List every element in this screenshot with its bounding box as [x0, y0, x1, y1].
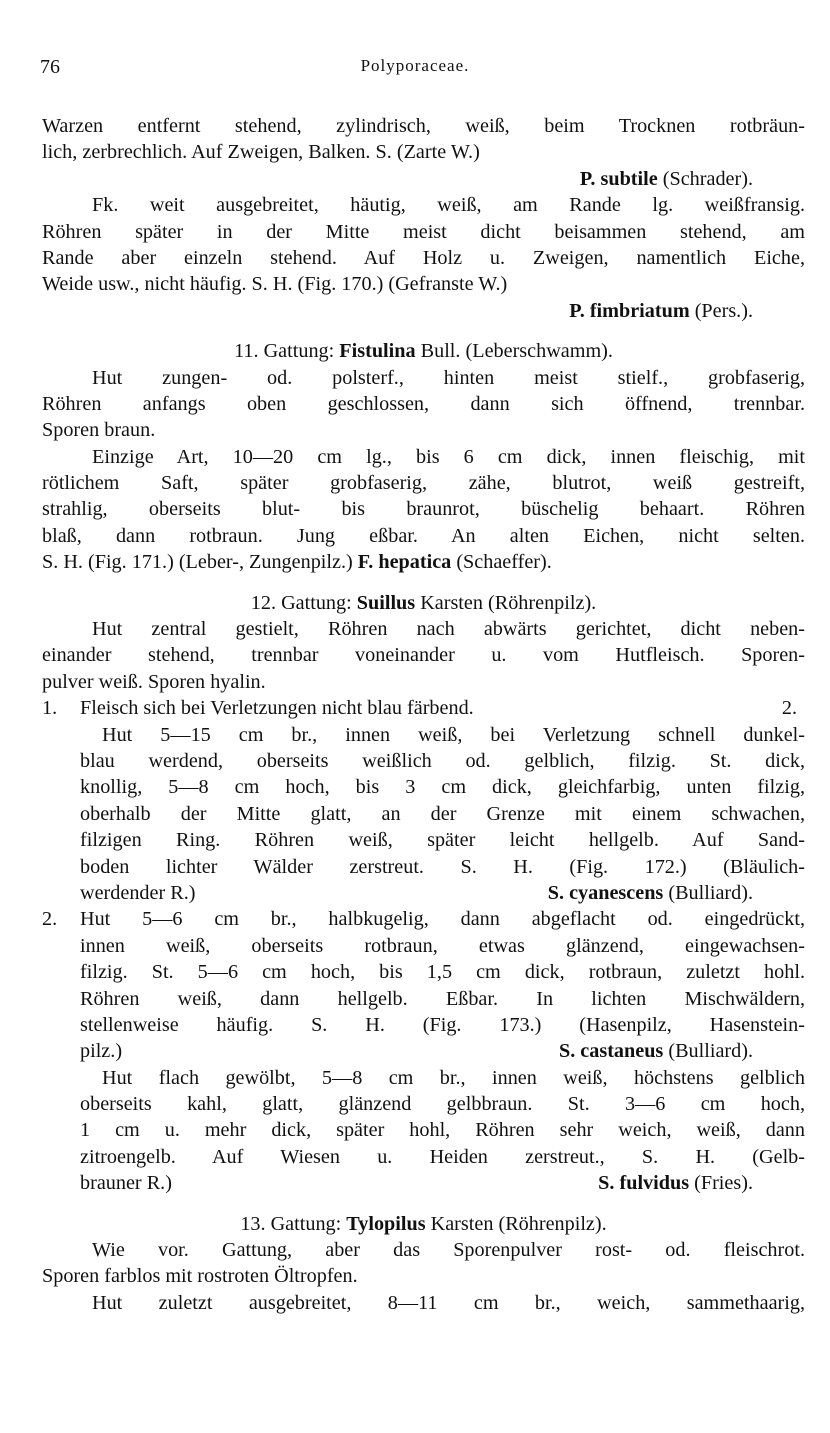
genus-name: Tylopilus [346, 1212, 426, 1235]
text-line: rötlichem Saft, später grobfaserig, zähe, blutrot, weiß gestreift, [42, 472, 805, 495]
text-line: Sporen farblos mit rostroten Öltropfen. [42, 1265, 358, 1288]
text-line: Fk. weit ausgebreitet, häutig, weiß, am Rande lg. weißfransig. [92, 194, 805, 217]
text-line: innen weiß, oberseits rotbraun, etwas glänzend, eingewachsen- [80, 934, 805, 957]
text-line: 1 cm u. mehr dick, später hohl, Röhren sehr weich, weiß, dann [80, 1119, 805, 1142]
species-line [42, 166, 805, 192]
text-line: Weide usw., nicht häufig. S. H. (Fig. 170.) (Gefranste W.) [42, 273, 508, 296]
text-line: zitroengelb. Auf Wiesen u. Heiden zerstreut., S. H. (Gelb- [80, 1145, 805, 1168]
text-line: pulver weiß. Sporen hyalin. [42, 670, 266, 693]
text-line: Hut flach gewölbt, 5—8 cm br., innen weiß, höchstens gelblich [102, 1066, 805, 1089]
genus-name: Suillus [356, 591, 416, 614]
species-author: (Schrader). [657, 167, 753, 190]
text-line: filzigen Ring. Röhren weiß, später leicht hellgelb. Auf Sand- [80, 829, 805, 852]
key-line: 1. Fleisch sich bei Verletzungen nicht blau färbend. 2. [42, 695, 805, 721]
key-target: 2. [781, 697, 797, 720]
page-header [40, 56, 790, 88]
page-number: 76 [40, 56, 60, 78]
genus-name: Fistulina [339, 340, 416, 363]
text-line: knollig, 5—8 cm hoch, bis 3 cm dick, gleichfarbig, unten filzig, [80, 776, 805, 799]
species-name: S. castaneus [558, 1040, 664, 1063]
text-line: Wie vor. Gattung, aber das Sporenpulver rost- od. fleischrot. [92, 1239, 805, 1262]
text-line: lich, zerbrechlich. Auf Zweigen, Balken. S. (Zarte W.) [42, 141, 480, 164]
text-line: blau werdend, oberseits weißlich od. gelblich, filzig. St. dick, [80, 749, 805, 772]
text-line: Hut zentral gestielt, Röhren nach abwärts gerichtet, dicht neben- [92, 618, 805, 641]
text-line: Röhren weiß, dann hellgelb. Eßbar. In lichten Mischwäldern, [80, 987, 805, 1010]
species-name: S. fulvidus [598, 1172, 690, 1195]
text-line: Warzen entfernt stehend, zylindrisch, weiß, beim Trocknen rotbräun- [42, 115, 805, 137]
species-name: P. subtile [579, 167, 658, 190]
text-line: einander stehend, trennbar voneinander u. vom Hutfleisch. Sporen- [42, 644, 805, 667]
key-number: 1. [42, 697, 58, 720]
text-line: oberseits kahl, glatt, glänzend gelbbraun. St. 3—6 cm hoch, [80, 1093, 805, 1116]
species-name: P. fimbriatum [569, 299, 690, 322]
key-line: 2. Hut 5—6 cm br., halbkugelig, dann abgeflacht od. eingedrückt, [42, 906, 805, 932]
text-line: Hut zuletzt ausgebreitet, 8—11 cm br., weich, sammethaarig, [92, 1291, 805, 1314]
text-line: blaß, dann rotbraun. Jung eßbar. An alten Eichen, nicht selten. [42, 524, 805, 547]
text-line: Röhren anfangs oben geschlossen, dann sich öffnend, trennbar. [42, 392, 805, 415]
text-line: filzig. St. 5—6 cm hoch, bis 1,5 cm dick, rotbraun, zuletzt hohl. [80, 961, 805, 984]
species-line [42, 298, 805, 324]
species-name: S. cyanescens [547, 881, 664, 904]
species-line: brauner R.) S. fulvidus (Fries). [80, 1172, 753, 1195]
running-title: Polyporaceae. [360, 56, 470, 75]
text-line: oberhalb der Mitte glatt, an der Grenze mit einem schwachen, [80, 802, 805, 825]
key-number: 2. [42, 908, 58, 931]
text-line: stellenweise häufig. S. H. (Fig. 173.) (Hasenpilz, Hasenstein- [80, 1013, 805, 1036]
genus-heading: 12. Gattung: Suillus Karsten (Röhrenpilz). [250, 591, 597, 614]
text-line: Sporen braun. [42, 419, 156, 442]
text-line: boden lichter Wälder zerstreut. S. H. (Fig. 172.) (Bläulich- [80, 855, 805, 878]
species-line: pilz.) S. castaneus (Bulliard). [80, 1040, 753, 1063]
genus-heading: 13. Gattung: Tylopilus Karsten (Röhrenpilz). [240, 1212, 607, 1235]
text-line: Einzige Art, 10—20 cm lg., bis 6 cm dick, innen fleischig, mit [92, 445, 805, 468]
text-line: Röhren später in der Mitte meist dicht beisammen stehend, am [42, 220, 805, 243]
species-line: S. H. (Fig. 171.) (Leber-, Zungenpilz.) F. hepatica (Schaeffer). [42, 551, 552, 574]
genus-heading: 11. Gattung: Fistulina Bull. (Leberschwamm). [234, 340, 613, 363]
text-line: Rande aber einzeln stehend. Auf Holz u. Zweigen, namentlich Eiche, [42, 246, 805, 269]
text-line: strahlig, oberseits blut- bis braunrot, büschelig behaart. Röhren [42, 498, 805, 521]
species-line: werdender R.) S. cyanescens (Bulliard). [80, 881, 753, 904]
text-line: Hut zungen- od. polsterf., hinten meist stielf., grobfaserig, [92, 366, 805, 389]
species-name: F. hepatica [357, 551, 452, 574]
species-author: (Pers.). [689, 299, 753, 322]
text-line: Hut 5—15 cm br., innen weiß, bei Verletzung schnell dunkel- [102, 723, 805, 746]
text-body [42, 113, 805, 1316]
